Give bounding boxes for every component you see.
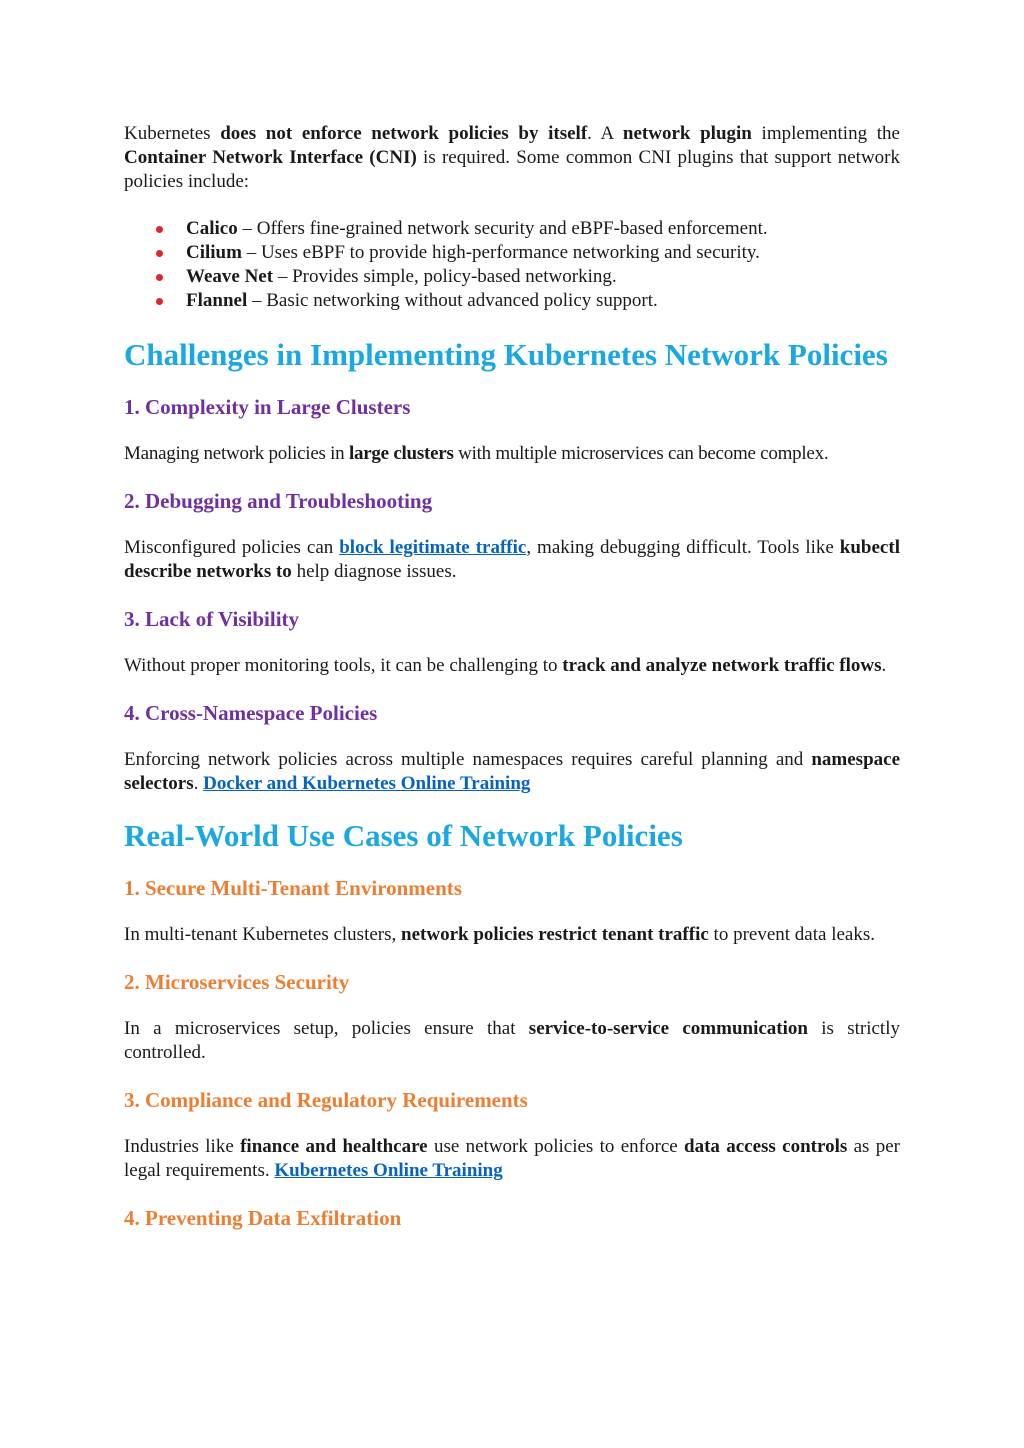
list-item xyxy=(124,241,900,265)
usecase-paragraph xyxy=(124,923,900,947)
challenge-heading: 3. Lack of Visibility xyxy=(124,607,300,631)
plugin-name: Cilium xyxy=(186,242,242,263)
intro-bold: Container Network Interface (CNI) xyxy=(124,147,417,168)
paragraph-text: with multiple microservices can become complex. xyxy=(453,443,829,464)
document-page xyxy=(124,122,900,1253)
intro-text: is required. Some common CNI plugins that support network policies include: xyxy=(124,147,900,192)
paragraph-bold: network policies restrict tenant traffic xyxy=(401,924,709,945)
intro-paragraph xyxy=(124,122,900,194)
challenge-paragraph xyxy=(124,536,900,584)
docker-kubernetes-training-link[interactable]: Docker and Kubernetes Online Training xyxy=(203,773,531,794)
intro-bold: does not enforce network policies by itself xyxy=(220,123,588,144)
paragraph-text: as per legal requirements. xyxy=(124,1136,900,1181)
paragraph-text: . xyxy=(193,773,204,794)
usecase-heading: 4. Preventing Data Exfiltration xyxy=(124,1206,402,1230)
plugin-name: Flannel xyxy=(186,290,248,311)
paragraph-text: In multi-tenant Kubernetes clusters, xyxy=(124,924,402,945)
challenge-heading: 2. Debugging and Troubleshooting xyxy=(124,489,433,513)
challenge-heading: 1. Complexity in Large Clusters xyxy=(124,395,411,419)
plugin-description: – Basic networking without advanced policy support. xyxy=(247,290,658,311)
plugin-name: Weave Net xyxy=(186,266,274,287)
kubernetes-training-link[interactable]: Kubernetes Online Training xyxy=(274,1160,503,1181)
paragraph-bold: data access controls xyxy=(684,1136,848,1157)
challenge-heading: 4. Cross-Namespace Policies xyxy=(124,701,378,725)
intro-text: implementing the xyxy=(751,123,900,144)
paragraph-text: is strictly controlled. xyxy=(124,1018,900,1063)
usecase-heading: 2. Microservices Security xyxy=(124,970,350,994)
challenges-title: Challenges in Implementing Kubernetes Network Policies xyxy=(124,337,888,372)
paragraph-text: Without proper monitoring tools, it can be challenging to xyxy=(124,655,563,676)
paragraph-text: . xyxy=(881,655,887,676)
intro-text: Kubernetes xyxy=(124,123,221,144)
paragraph-text: Enforcing network policies across multiple namespaces requires careful planning and xyxy=(124,749,812,770)
usecase-paragraph xyxy=(124,1017,900,1065)
paragraph-bold: large clusters xyxy=(348,443,454,464)
block-legitimate-traffic-link[interactable]: block legitimate traffic xyxy=(339,537,527,558)
plugin-description: – Offers fine-grained network security and eBPF-based enforcement. xyxy=(237,218,768,239)
plugin-name: Calico xyxy=(186,218,238,239)
plugin-description: – Provides simple, policy-based networking. xyxy=(273,266,617,287)
paragraph-bold: kubectl describe networks to xyxy=(124,537,900,582)
list-item xyxy=(124,217,900,241)
paragraph-bold: track and analyze network traffic flows xyxy=(562,655,882,676)
paragraph-text: Misconfigured policies can xyxy=(124,537,340,558)
paragraph-text: Managing network policies in xyxy=(124,443,349,464)
paragraph-bold: namespace selectors xyxy=(124,749,900,794)
usecase-heading: 1. Secure Multi-Tenant Environments xyxy=(124,876,462,900)
paragraph-text: help diagnose issues. xyxy=(291,561,457,582)
paragraph-text: , making debugging difficult. Tools like xyxy=(526,537,840,558)
bullet-icon xyxy=(156,298,163,305)
paragraph-text: to prevent data leaks. xyxy=(708,924,875,945)
intro-bold: network plugin xyxy=(622,123,752,144)
intro-text: . A xyxy=(587,123,623,144)
cni-plugin-list xyxy=(124,217,900,313)
paragraph-text: In a microservices setup, policies ensure that xyxy=(124,1018,529,1039)
challenge-paragraph xyxy=(124,654,900,678)
list-item xyxy=(124,289,900,313)
challenge-paragraph xyxy=(124,442,900,466)
usecase-heading: 3. Compliance and Regulatory Requirements xyxy=(124,1088,528,1112)
bullet-icon xyxy=(156,226,163,233)
paragraph-bold: service-to-service communication xyxy=(528,1018,808,1039)
paragraph-text: use network policies to enforce xyxy=(427,1136,685,1157)
bullet-icon xyxy=(156,250,163,257)
paragraph-bold: finance and healthcare xyxy=(240,1136,428,1157)
bullet-icon xyxy=(156,274,163,281)
plugin-description: – Uses eBPF to provide high-performance networking and security. xyxy=(241,242,760,263)
usecase-paragraph xyxy=(124,1135,900,1183)
paragraph-text: Industries like xyxy=(124,1136,241,1157)
list-item xyxy=(124,265,900,289)
challenge-paragraph xyxy=(124,748,900,796)
usecases-title: Real-World Use Cases of Network Policies xyxy=(124,818,683,853)
